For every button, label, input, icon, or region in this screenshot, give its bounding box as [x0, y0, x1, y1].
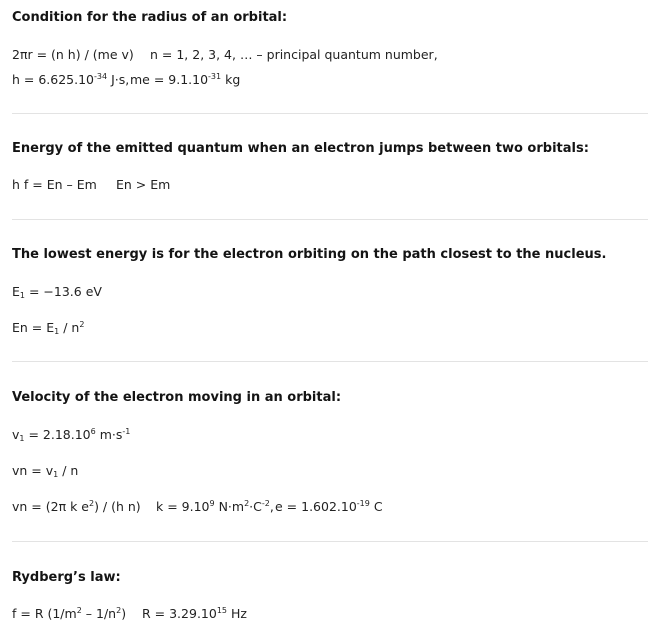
planck-constant: $h = 6.625.10^{-34}$ J·s,	[12, 72, 130, 87]
section-heading-rydberg: Rydberg’s law:	[12, 570, 121, 585]
section-heading-lowest-energy: The lowest energy is for the electron orbiting on the path closest to the nucleus.	[12, 247, 607, 262]
level-energy-formula: $En = E_1 / n^2$	[12, 320, 85, 336]
radius-condition-line	[12, 47, 438, 62]
quantum-energy-formula: h f = En – Em	[12, 177, 97, 192]
quantum-energy-line	[12, 177, 171, 192]
section-divider	[12, 541, 648, 542]
ground-state-velocity: $v_1 = 2.18.10^6$ $m\cdot s^{-1}$	[12, 427, 131, 443]
rydberg-formula: f = R $(1/m^2 - 1/n^2)$	[12, 606, 127, 621]
velocity-formula: vn = (2π k $e^2) / (h$ n)	[12, 499, 141, 514]
electron-mass: me = $9.1.10^{-31}$ kg	[130, 72, 241, 87]
section-divider	[12, 219, 648, 220]
elementary-charge: $e = 1.602.10^{-19}$ C	[275, 499, 383, 514]
constants-line	[12, 72, 241, 87]
rydberg-constant: $R = 3.29.10^{15}$ Hz	[142, 606, 247, 621]
radius-formula: 2πr = (n h) / (me v)	[12, 47, 134, 62]
section-divider	[12, 113, 648, 114]
section-heading-radius: Condition for the radius of an orbital:	[12, 10, 288, 25]
section-heading-energy-quantum: Energy of the emitted quantum when an electron jumps between two orbitals:	[12, 141, 589, 156]
principal-quantum-number-text: n = 1, 2, 3, 4, … – principal quantum number,	[150, 47, 438, 62]
level-velocity-formula: vn = $v_1$ / n	[12, 463, 79, 479]
energy-inequality: En > Em	[116, 177, 171, 192]
section-heading-velocity: Velocity of the electron moving in an orbital:	[12, 390, 342, 405]
section-divider	[12, 361, 648, 362]
velocity-constants-line	[12, 499, 383, 514]
ground-state-energy: $E_1 = -13.6$ eV	[12, 284, 102, 300]
coulomb-constant: $k = 9.10^9$ $N\cdot m^2\cdot C^{-2}$,	[156, 499, 274, 514]
rydberg-line	[12, 606, 247, 621]
